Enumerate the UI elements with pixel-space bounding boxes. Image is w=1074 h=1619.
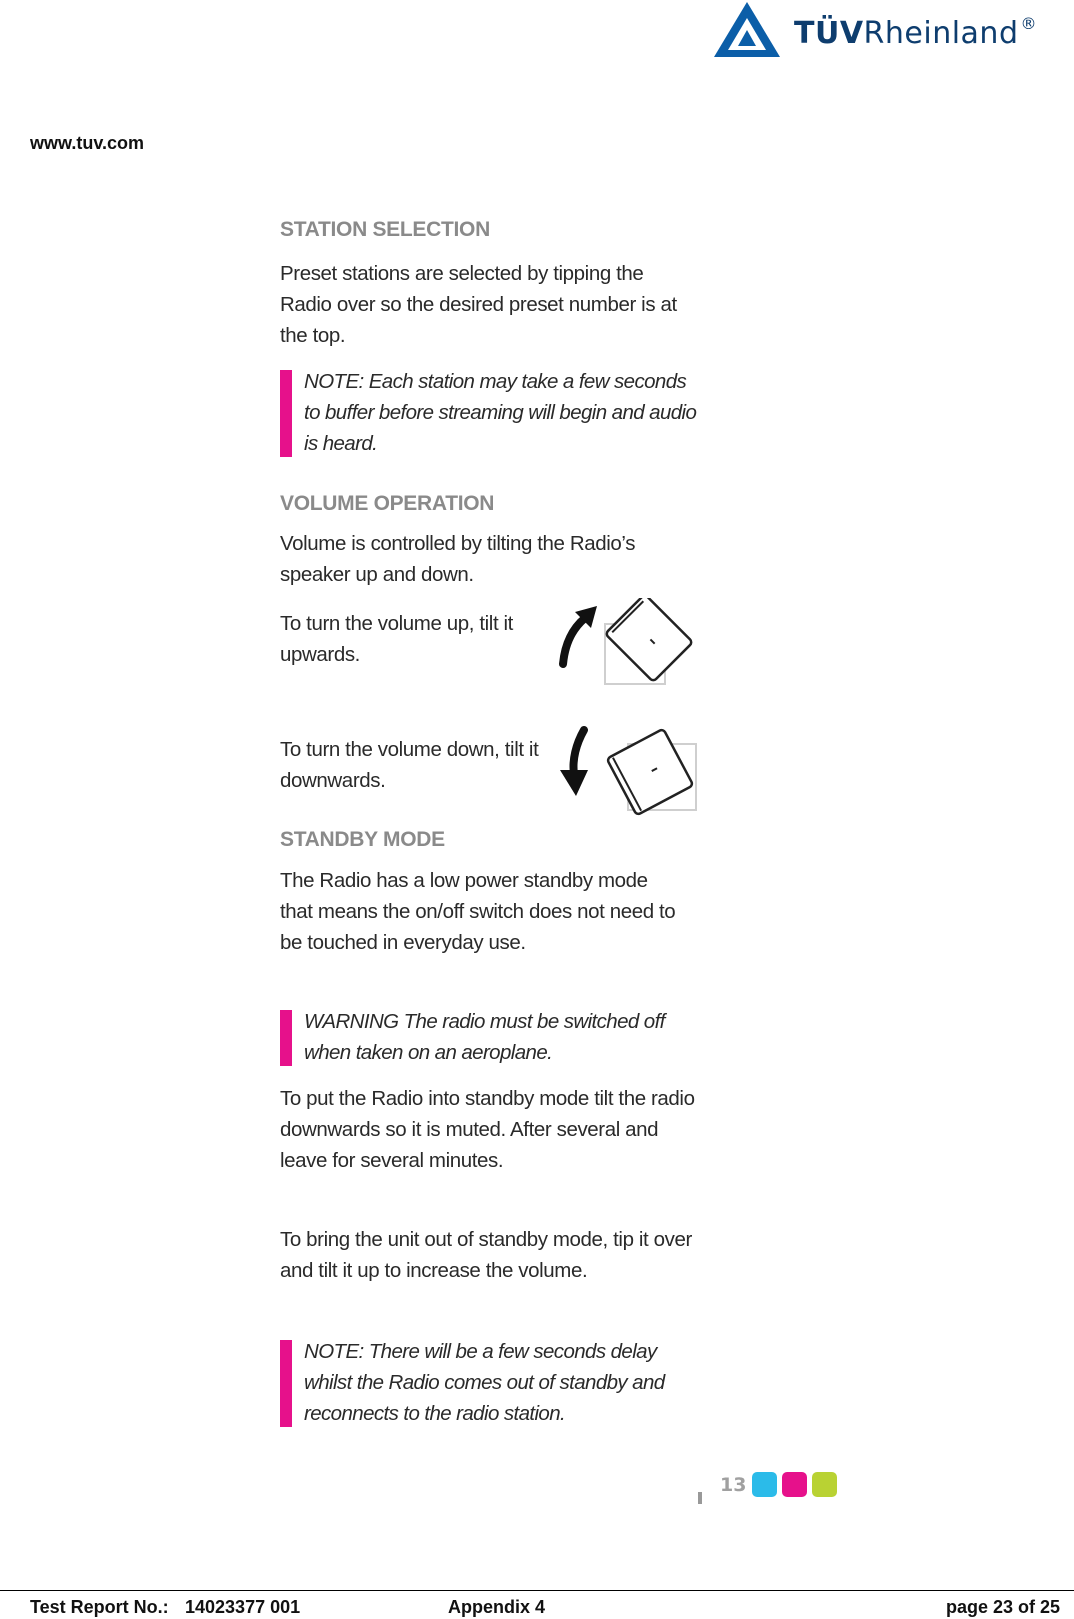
volume-down-text: To turn the volume down, tilt it downwards. — [280, 738, 539, 792]
standby-exit-text: To bring the unit out of standby mode, tip it over and tilt it up to increase the volume. — [280, 1228, 692, 1282]
standby-warning — [280, 1006, 704, 1068]
volume-operation-heading: VOLUME OPERATION — [280, 492, 495, 515]
station-selection-note-text: NOTE: Each station may take a few seconds to buffer before streaming will begin and audio is heard. — [304, 370, 697, 455]
standby-mode-heading: STANDBY MODE — [280, 828, 445, 851]
standby-enter-text: To put the Radio into standby mode tilt the radio downwards so it is muted. After several and leave for several minutes. — [280, 1087, 695, 1172]
swatch-cyan — [752, 1472, 777, 1497]
volume-operation-body: Volume is controlled by tilting the Radio’s speaker up and down. — [280, 532, 636, 586]
volume-down-illustration — [558, 722, 708, 817]
note-accent-bar — [280, 370, 292, 457]
swatch-pink — [782, 1472, 807, 1497]
footer-divider — [0, 1590, 1074, 1591]
warning-accent-bar — [280, 1010, 292, 1066]
standby-note — [280, 1336, 694, 1429]
standby-mode-body: The Radio has a low power standby mode that means the on/off switch does not need to be touched in everyday use. — [280, 869, 676, 954]
standby-note-text: NOTE: There will be a few seconds delay whilst the Radio comes out of standby and reconnects to the radio station. — [304, 1340, 665, 1425]
report-number: 14023377 001 — [185, 1597, 301, 1617]
note-accent-bar — [280, 1340, 292, 1427]
tuv-logo — [712, 0, 1052, 64]
swatch-lime — [812, 1472, 837, 1497]
volume-up-illustration — [555, 598, 705, 688]
website-url: www.tuv.com — [30, 133, 145, 153]
station-selection-body: Preset stations are selected by tipping the Radio over so the desired preset number is at the top. — [280, 262, 677, 347]
manual-page-number: 13 — [720, 1474, 747, 1496]
page-marker — [698, 1492, 702, 1504]
standby-warning-text: WARNING The radio must be switched off when taken on an aeroplane. — [304, 1010, 665, 1064]
page-count: page 23 of 25 — [945, 1597, 1060, 1617]
appendix-label: Appendix 4 — [448, 1597, 546, 1617]
tuv-triangle-icon — [712, 0, 782, 60]
volume-up-text: To turn the volume up, tilt it upwards. — [280, 612, 513, 666]
station-selection-note — [280, 366, 704, 459]
station-selection-heading: STATION SELECTION — [280, 218, 490, 241]
tuv-logo-text: TÜVRheinland ® — [794, 14, 1037, 51]
report-label: Test Report No.: — [30, 1597, 169, 1617]
